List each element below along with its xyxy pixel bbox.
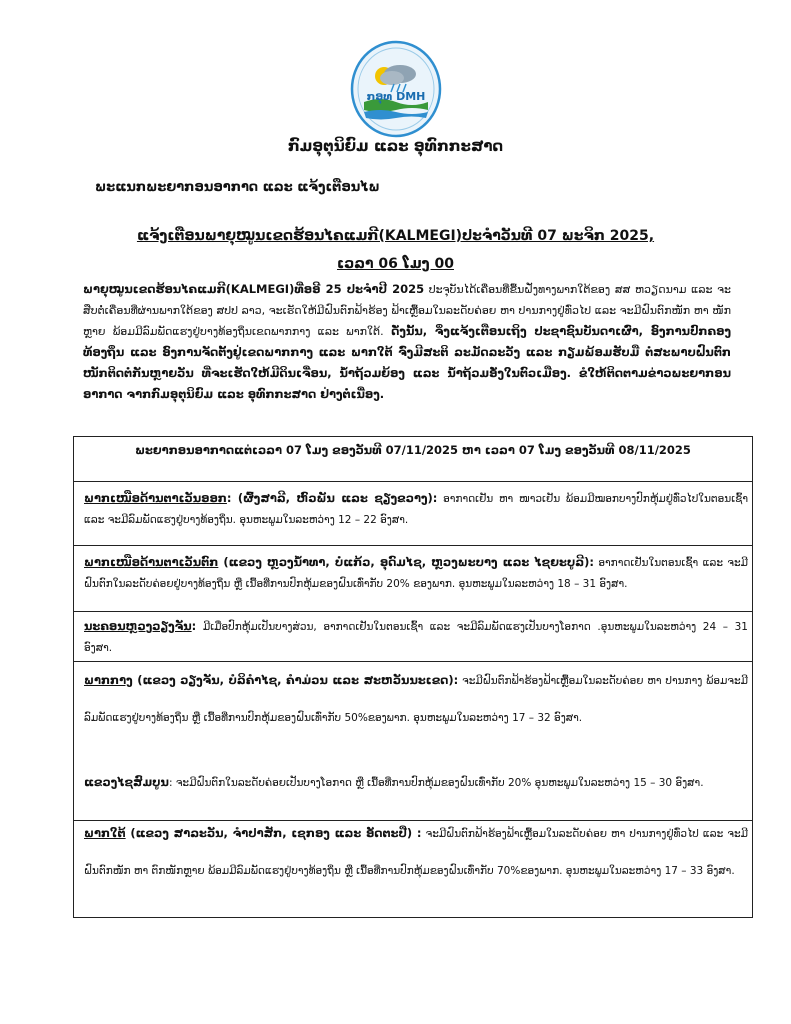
ministry-name: ກົມອຸຕຸນິຍົມ ແລະ ອຸທົກກະສາດ [287, 137, 504, 155]
bulletin-time: ເວລາ 06 ໂມງ 00 [337, 256, 454, 272]
region-cell [84, 552, 748, 595]
region-cell [84, 815, 748, 890]
department-name: ພະແນກພະຍາກອນອາກາດ ແລະ ແຈ້ງເຕືອນໄພ [95, 180, 380, 195]
province-name: ແຂວງໄຊສົມບູນ [84, 775, 169, 789]
region-name: ພາກໃຕ້ [84, 826, 126, 840]
region-cell [84, 616, 748, 659]
logo-lao-text: ກອຸທ DMH [366, 90, 426, 103]
storm-name: ພາຍຸໝູນເຂດຮ້ອນໄຄແມກີ(KALMEGI)ທີ່ອອີ 25 ປະຈໍາປີ 2025 [83, 282, 425, 296]
ministry-logo [350, 40, 442, 138]
table-row [74, 820, 752, 918]
forecast-table [73, 436, 753, 821]
region-cell [84, 488, 748, 531]
forecast-period: ພະຍາກອນອາກາດແຕ່ເວລາ 07 ໂມງ ຂອງວັນທີ 07/11/2025 ຫາ ເວລາ 07 ໂມງ ຂອງວັນທີ 08/11/2025 [135, 443, 691, 457]
region-forecast: ອາກາດເຢັນໃນຕອນເຊົ້າ ແລະ ຈະມີຝົນຕົກໃນລະດັບຄ່ອຍຢູ່ບາງທ້ອງຖິ່ນ ຫຼື ເນື້ອທີ່ການປົກຫຸ້ມຂອງຝົນເທົ່າກັບ 20% ຂອງພາກ. ອຸນຫະພູມໃນລະຫວ່າງ 18 – 31 ອົງສາ. [84, 557, 748, 590]
intro-paragraph [83, 279, 731, 405]
table-row [74, 611, 752, 661]
region-forecast: ຈະມີຝົນຕົກຟ້າຮ້ອງຟ້າເຫຼື້ອມໃນລະດັບຄ່ອຍ ຫາ ປານກາງຢູ່ທົ່ວໄປ ແລະ ຈະມີຝົນຕົກໜັກ ຫາ ຕົກໜັກຫຼາຍ ພ້ອມມີລົມພັດແຮງຢູ່ບາງທ້ອງຖິ່ນ ຫຼື ເນື້ອທີ່ການປົກຫຸ້ມຂອງຝົນເທົ່າກັບ 70%ຂອງພາກ. ອຸນຫະພູມໃນລະຫວ່າງ 17 – 33 ອົງສາ. [84, 828, 748, 877]
table-row [74, 661, 752, 821]
region-forecast: ຈະມີຝົນຕົກຟ້າຮ້ອງຟ້າເຫຼື້ອມໃນລະດັບຄ່ອຍ ຫາ ປານກາງ ພ້ອມຈະມີລົມພັດແຮງຢູ່ບາງທ້ອງຖິ່ນ ຫຼື ເນື້ອທີ່ການປົກຫຸ້ມຂອງຝົນເທົ່າກັບ 50%ຂອງພາກ. ອຸນຫະພູມໃນລະຫວ່າງ 17 – 32 ອົງສາ. [84, 675, 748, 724]
province-forecast: ຈະມີຝົນຕົກໃນລະດັບຄ່ອຍເປັນບາງໂອກາດ ຫຼື ເນື້ອທີ່ການປົກຫຸ້ມຂອງຝົນເທົ່າກັບ 20% ອຸນຫະພູມໃນລະຫວ່າງ 15 – 30 ອົງສາ. [172, 777, 704, 789]
region-cell [84, 662, 748, 737]
region-forecast: ມີເມື່ອປົກຫຸ້ມເປັນບາງສ່ວນ, ອາກາດເຢັນໃນຕອນເຊົ້າ ແລະ ຈະມີລົມພັດແຮງເປັນບາງໂອກາດ .ອຸນຫະພູມໃນລະຫວ່າງ 24 – 31 ອົງສາ. [84, 621, 748, 654]
region-name: ພາກກາງ [84, 673, 133, 687]
intro-body: ປະຈຸບັນໄດ້ເຄື່ອນທີ່ຂື້ນຝັ່ງທາງພາກໃຕ້ຂອງ ສສ ຫວຽດນາມ ແລະ ຈະສືບຕໍ່ເຄື່ອນທີ່ຜ່ານພາກໃຕ້ຂອງ ສປປ ລາວ, ຈະເຮັດໃຫ້ມີຝົນຕົກຟ້າຮ້ອງ ຟ້າເຫຼື້ອມໃນລະດັບຄ່ອຍ ຫາ ປານກາງຢູ່ທົ່ວໄປ ແລະ ຈະມີຝົນຕົກໜັກ ຫາ ໜັກຫຼາຍ ພ້ອມມີລົມພັດແຮງຢູ່ບາງທ້ອງຖິ່ນເຂດພາກກາງ ແລະ ພາກໃຕ້. [83, 283, 731, 338]
table-row [74, 481, 752, 545]
province-colon: : [168, 777, 173, 789]
region-provinces: : (ຜົ້ງສາລີ, ຫົວພັນ ແລະ ຊຽງຂວາງ): [226, 491, 438, 505]
region-name: ພາກເໜືອດ້ານຕາເວັນອອກ [84, 491, 227, 505]
region-forecast: ອາກາດເຢັນ ຫາ ໜາວເຢັນ ພ້ອມມີໝອກບາງປົກຫຸ້ມຢູ່ທົ່ວໄປໃນຕອນເຊົ້າ ແລະ ຈະມີລົມພັດແຮງຢູ່ບາງທ້ອງຖິ່ນ. ອຸນຫະພູມໃນລະຫວ່າງ 12 – 22 ອົງສາ. [84, 493, 748, 526]
region-provinces: (ແຂວງ ສາລະວັນ, ຈຳປາສັກ, ເຊກອງ ແລະ ອັດຕະປື) : [125, 826, 422, 840]
region-provinces: (ແຂວງ ວຽງຈັນ, ບໍລິຄຳໄຊ, ຄຳມ່ວນ ແລະ ສະຫວັນນະເຂດ): [132, 673, 459, 687]
table-row [74, 545, 752, 611]
region-name: ພາກເໜືອດ້ານຕາເວັນຕົກ [84, 555, 219, 569]
region-name: ນະຄອນຫຼວງວຽງຈັນ [84, 619, 192, 633]
forecast-table-south [73, 820, 753, 918]
region-provinces: (ແຂວງ ຫຼວງນ້ຳທາ, ບໍ່ແກ້ວ, ອຸດົມໄຊ, ຫຼວງພະບາງ ແລະ ໄຊຍະບູລີ): [218, 555, 594, 569]
province-cell [84, 772, 748, 794]
region-provinces: : [191, 619, 197, 633]
bulletin-title: ແຈ້ງເຕືອນພາຍຸໝູນເຂດຮ້ອນໄຄແມກີ(KALMEGI)ປະຈໍາວັນທີ 07 ພະຈິກ 2025, [136, 228, 655, 244]
warning-text: ດັ່ງນັ້ນ, ຈິ່ງແຈ້ງເຕືອນເຖິງ ປະຊາຊົນບັນດາເຜົ່າ, ອົງການປົກຄອງທ້ອງຖິ່ນ ແລະ ອົງການຈັດຕັ້ງຢູ່ເຂດພາກກາງ ແລະ ພາກໃຕ້ ຈົ່ງມີສະຕິ ລະມັດລະວັງ ແລະ ກຽມພ້ອມຮັບມື ຕໍ່ສະພາບຝົນຕົກໜັກຕິດຕໍ່ກັນຫຼາຍວັນ ທີ່ຈະເຮັດໃຫ້ມີດິນເຈື່ອນ, ນ້ຳຖ້ວມຍ້ອງ ແລະ ນ້ຳຖ້ວມອັ່ງໃນຕົວເມືອງ. ຂໍໃຫ້ຕິດຕາມຂ່າວພະຍາກອນອາກາດ ຈາກກົມອຸຕຸນິຍົມ ແລະ ອຸທົກກະສາດ ຢ່າງຕໍ່ເນື່ອງ. [83, 324, 731, 401]
